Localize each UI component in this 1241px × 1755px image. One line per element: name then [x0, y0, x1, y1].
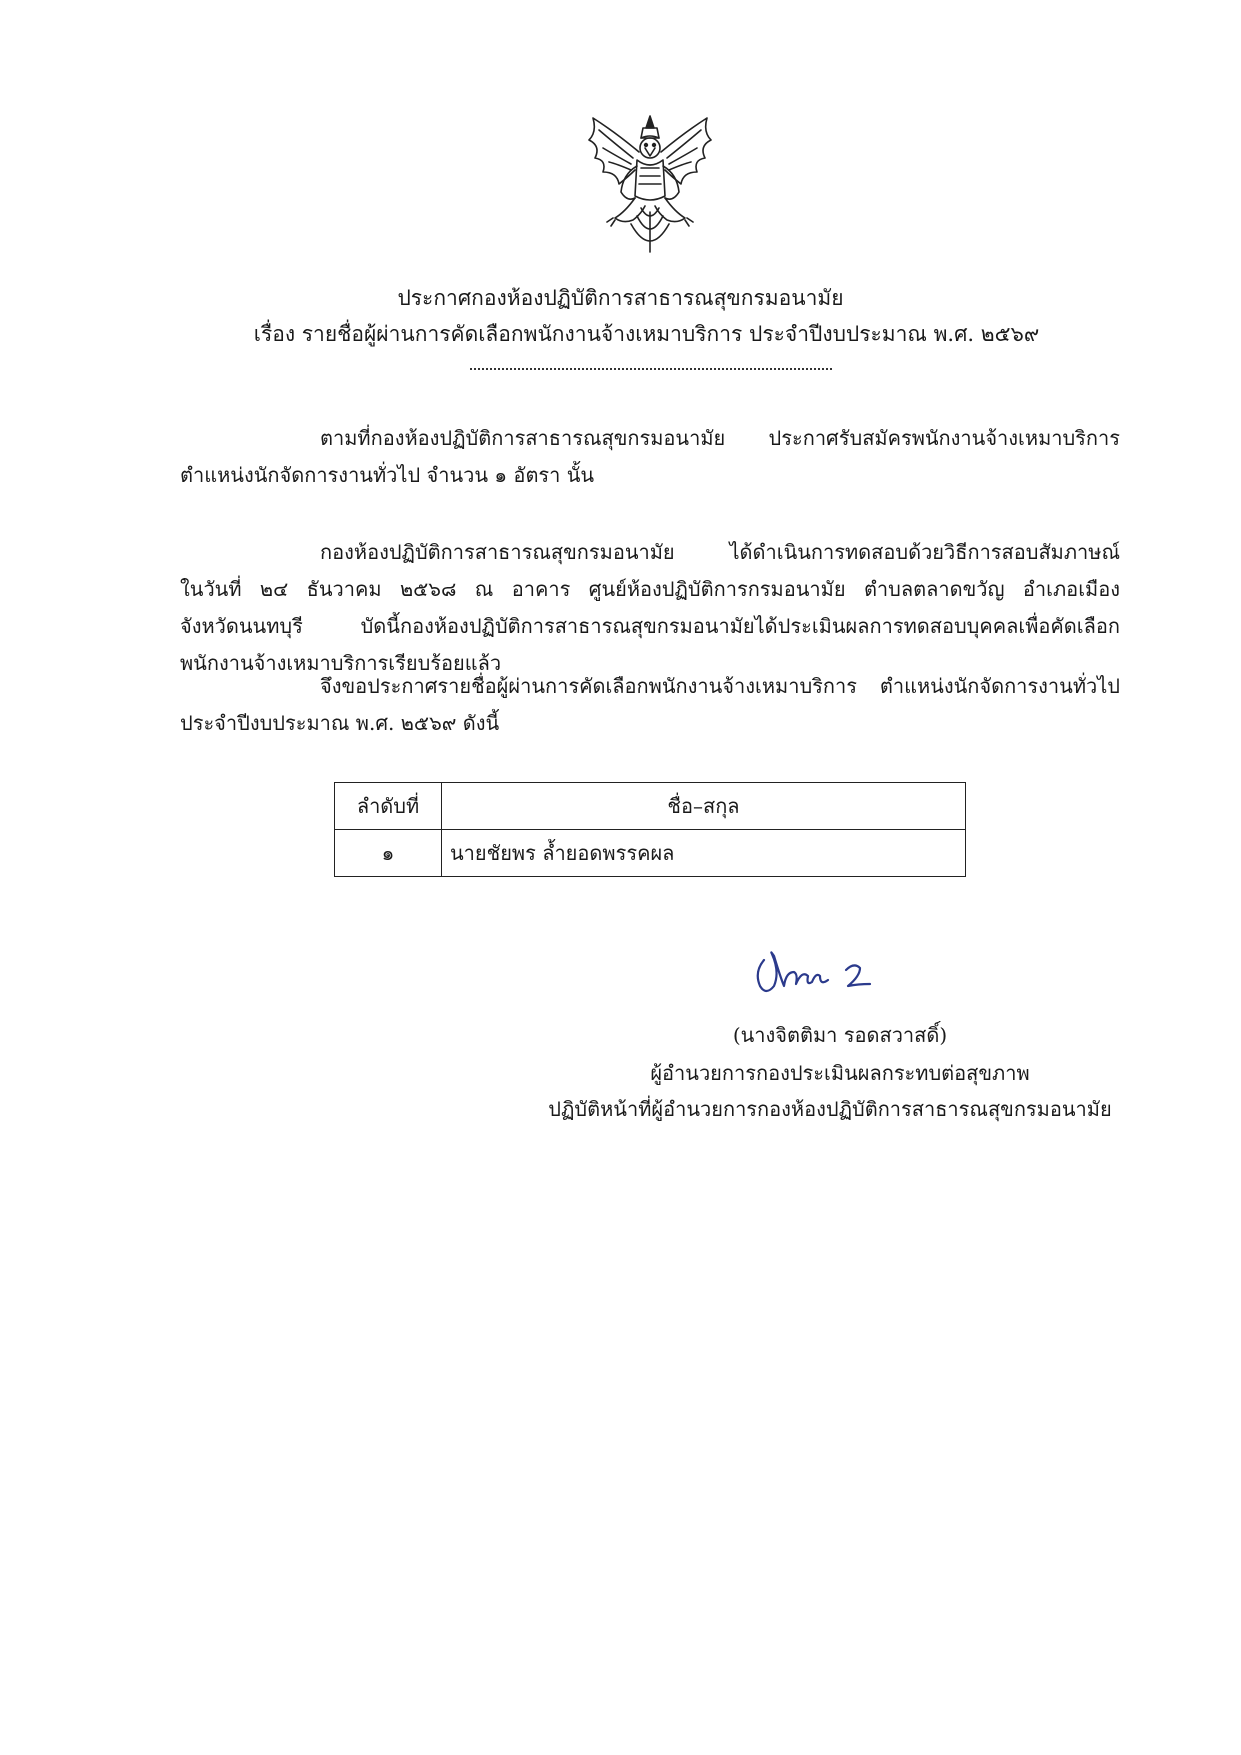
dotted-divider: [470, 368, 832, 370]
garuda-emblem-icon: [575, 112, 725, 262]
paragraph-2-line-1: กองห้องปฏิบัติการสาธารณสุขกรมอนามัย ได้ดำเนินการทดสอบด้วยวิธีการสอบสัมภาษณ์: [320, 540, 1120, 564]
paragraph-1: [180, 420, 1120, 494]
column-header-order: ลำดับที่: [335, 783, 442, 830]
row-full-name: นายชัยพร ล้ำยอดพรรคผล: [442, 830, 966, 877]
selected-candidates-table: [334, 782, 966, 877]
paragraph-1-line-1: ตามที่กองห้องปฏิบัติการสาธารณสุขกรมอนามัย ประกาศรับสมัครพนักงานจ้างเหมาบริการ: [320, 426, 1120, 450]
paragraph-1-line-2: ตำแหน่งนักจัดการงานทั่วไป จำนวน ๑ อัตรา นั้น: [180, 463, 595, 487]
announcement-subject: เรื่อง รายชื่อผู้ผ่านการคัดเลือกพนักงานจ้างเหมาบริการ ประจำปีงบประมาณ พ.ศ. ๒๕๖๙: [253, 322, 1040, 346]
signatory-name: (นางจิตติมา รอดสวาสดิ์): [732, 1023, 948, 1047]
signatory-position: ผู้อำนวยการกองประเมินผลกระทบต่อสุขภาพ: [650, 1061, 1030, 1085]
paragraph-2-line-4: พนักงานจ้างเหมาบริการเรียบร้อยแล้ว: [180, 651, 502, 675]
column-header-name: ชื่อ–สกุล: [442, 783, 966, 830]
paragraph-2-line-2: ในวันที่ ๒๔ ธันวาคม ๒๕๖๘ ณ อาคาร ศูนย์ห้องปฏิบัติการกรมอนามัย ตำบลตลาดขวัญ อำเภอเมือง: [180, 577, 1120, 601]
handwritten-signature-icon: [750, 942, 880, 1002]
table-header-row: [335, 783, 966, 830]
paragraph-2-line-3: จังหวัดนนทบุรี บัดนี้กองห้องปฏิบัติการสาธารณสุขกรมอนามัยได้ประเมินผลการทดสอบบุคคลเพื่อคัดเลือก: [180, 614, 1120, 638]
paragraph-3: [180, 668, 1120, 742]
table-row: [335, 830, 966, 877]
announcement-title: ประกาศกองห้องปฏิบัติการสาธารณสุขกรมอนามัย: [397, 286, 844, 310]
row-order-number: ๑: [335, 830, 442, 877]
paragraph-3-line-2: ประจำปีงบประมาณ พ.ศ. ๒๕๖๙ ดังนี้: [180, 711, 500, 735]
paragraph-3-line-1: จึงขอประกาศรายชื่อผู้ผ่านการคัดเลือกพนักงานจ้างเหมาบริการ ตำแหน่งนักจัดการงานทั่วไป: [320, 674, 1120, 698]
paragraph-2: [180, 534, 1120, 682]
signatory-acting-position: ปฏิบัติหน้าที่ผู้อำนวยการกองห้องปฏิบัติการสาธารณสุขกรมอนามัย: [548, 1097, 1112, 1121]
